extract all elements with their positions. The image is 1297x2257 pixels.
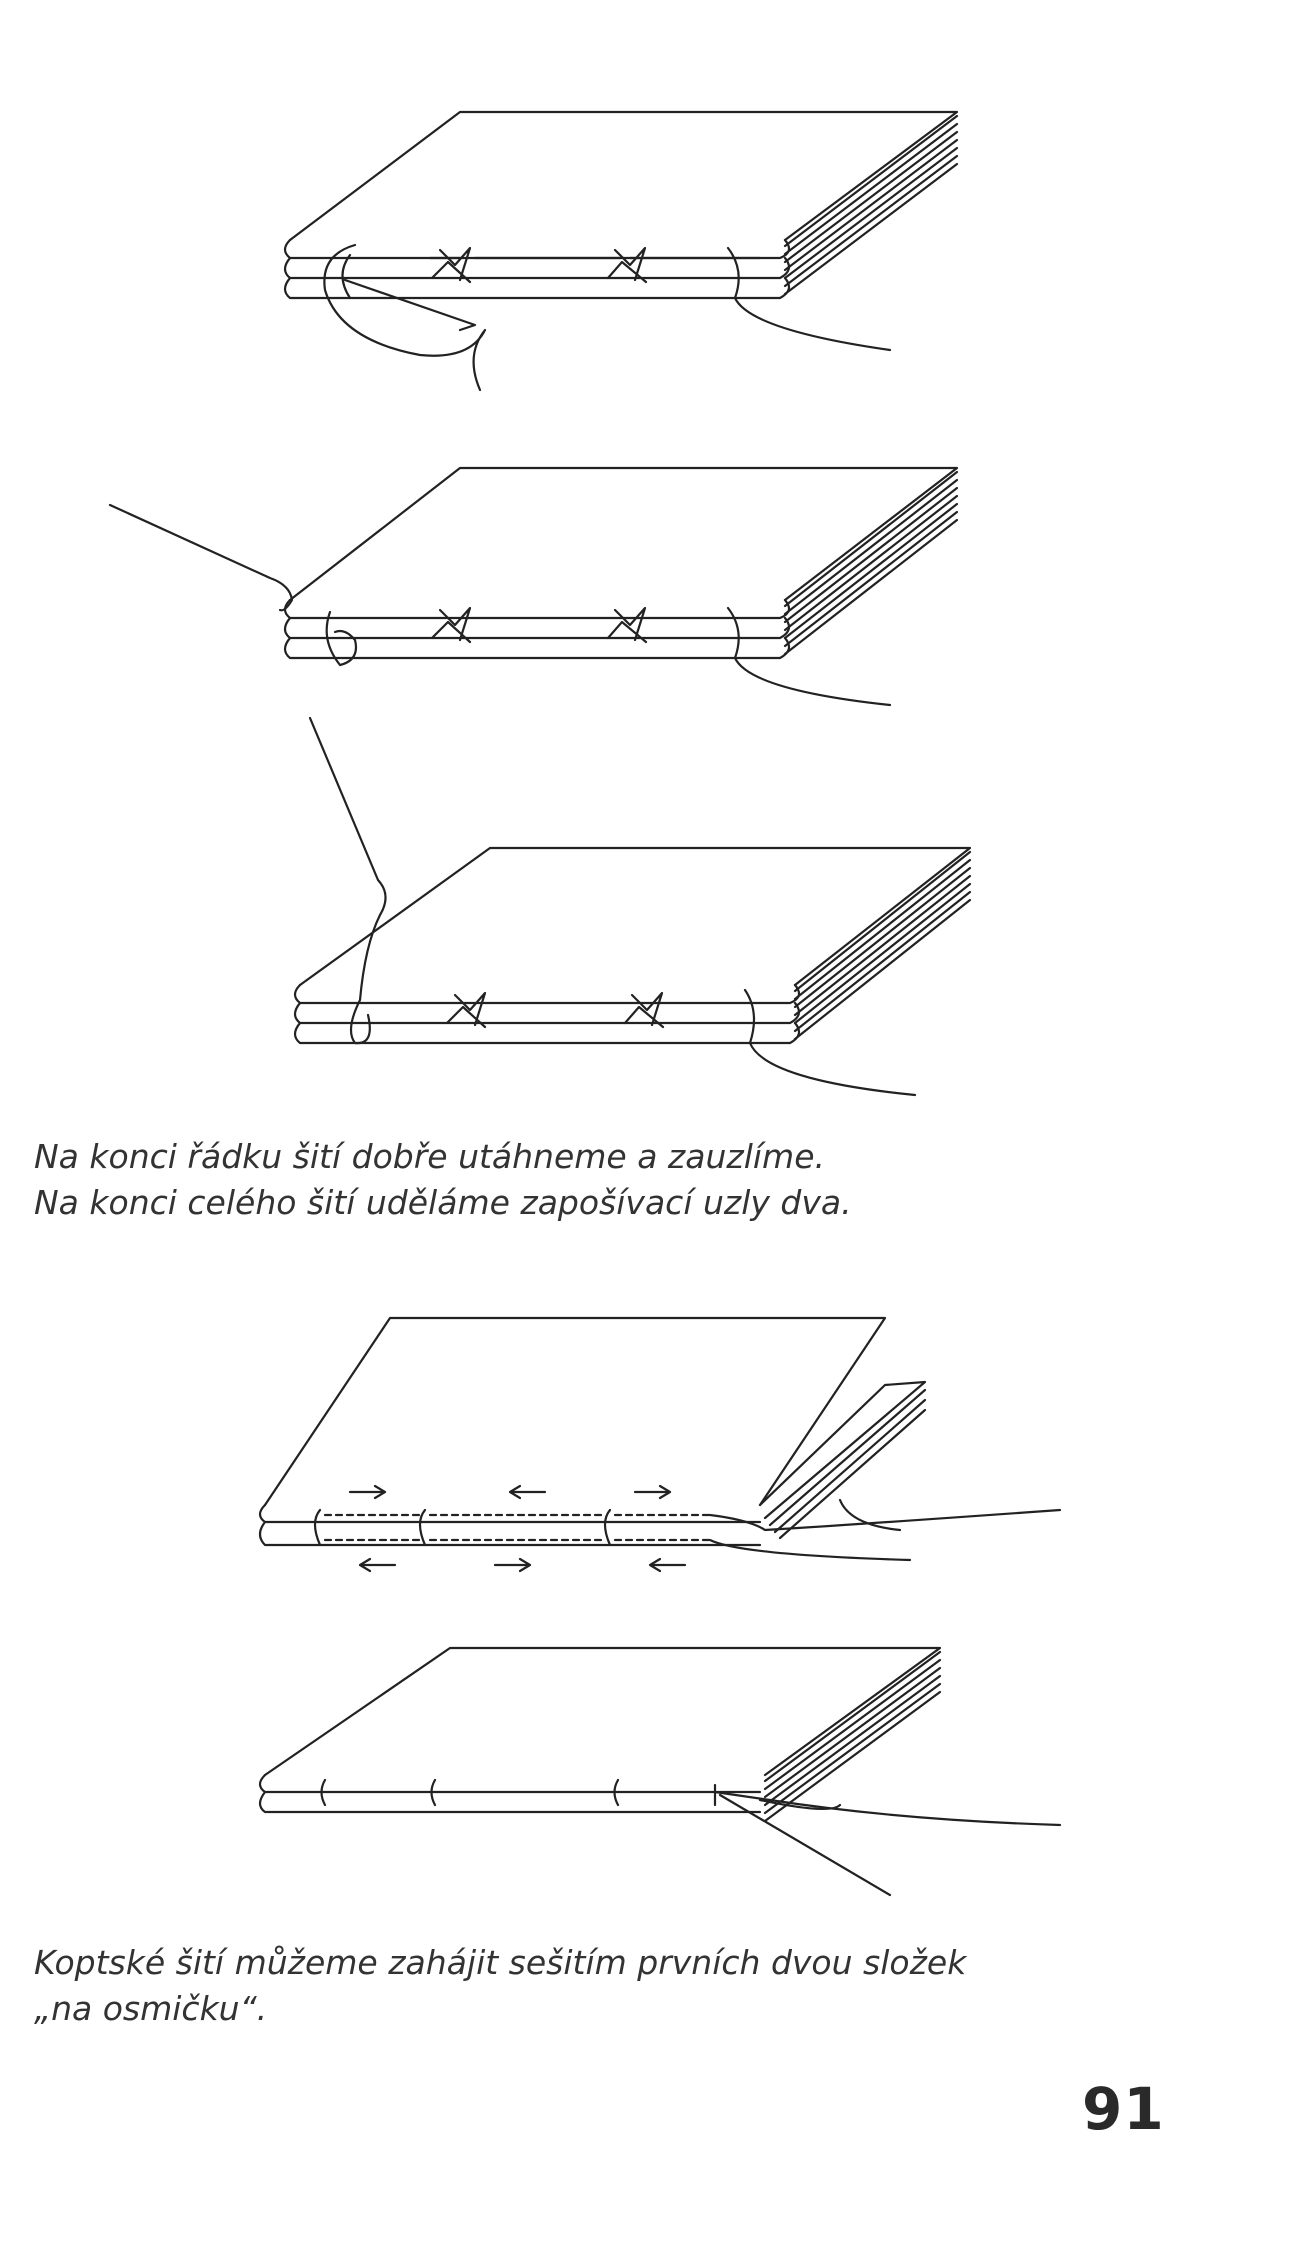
illustration-knot-step-3 [0, 700, 1297, 1120]
illustration-figure-eight-step-1 [0, 1300, 1297, 1630]
illustration-knot-step-1 [0, 0, 1297, 420]
caption-knots-line-1: Na konci řádku šití dobře utáhneme a zauzlíme. [34, 1137, 825, 1176]
caption-knots [34, 1134, 852, 1226]
caption-figure-eight-line-1: Koptské šití můžeme zahájit sešitím prvních dvou složek [34, 1943, 967, 1982]
illustration-figure-eight-step-2 [0, 1630, 1297, 1910]
illustration-knot-step-2 [0, 465, 1297, 725]
page-number: 91 [1082, 2075, 1165, 2143]
caption-figure-eight-line-2: „na osmičku“. [34, 1989, 268, 2028]
caption-figure-eight [34, 1940, 966, 2032]
caption-knots-line-2: Na konci celého šití uděláme zapošívací uzly dva. [34, 1183, 852, 1222]
